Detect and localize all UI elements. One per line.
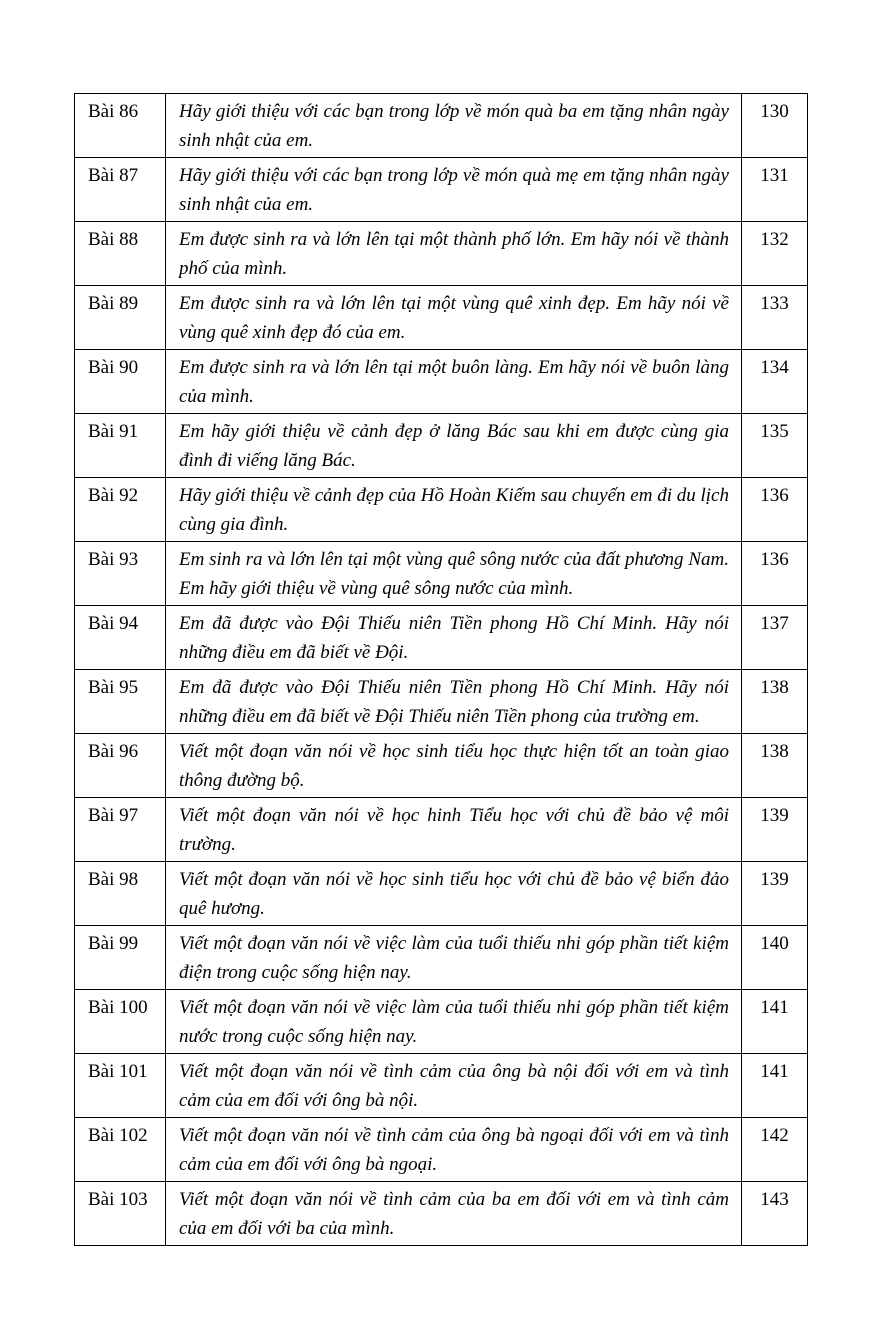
table-of-contents — [74, 93, 808, 1246]
exercise-title: Viết một đoạn văn nói về tình cảm của ông bà ngoại đối với em và tình cảm của em đối với ông bà ngoại. — [166, 1118, 742, 1182]
exercise-title: Em được sinh ra và lớn lên tại một vùng quê xinh đẹp. Em hãy nói về vùng quê xinh đẹp đó của em. — [166, 286, 742, 350]
exercise-number: Bài 90 — [75, 350, 166, 414]
exercise-number: Bài 98 — [75, 862, 166, 926]
page-number: 130 — [742, 94, 808, 158]
exercise-title: Viết một đoạn văn nói về học hinh Tiểu học với chủ đề bảo vệ môi trường. — [166, 798, 742, 862]
exercise-title: Em đã được vào Đội Thiếu niên Tiền phong Hồ Chí Minh. Hãy nói những điều em đã biết về Đội. — [166, 606, 742, 670]
table-row — [75, 1054, 808, 1118]
table-row — [75, 94, 808, 158]
exercise-title: Hãy giới thiệu với các bạn trong lớp về món quà mẹ em tặng nhân ngày sinh nhật của em. — [166, 158, 742, 222]
exercise-number: Bài 86 — [75, 94, 166, 158]
exercise-number: Bài 95 — [75, 670, 166, 734]
page-number: 139 — [742, 798, 808, 862]
page-number: 135 — [742, 414, 808, 478]
exercise-number: Bài 97 — [75, 798, 166, 862]
table-row — [75, 350, 808, 414]
table-row — [75, 286, 808, 350]
exercise-title: Em được sinh ra và lớn lên tại một buôn làng. Em hãy nói về buôn làng của mình. — [166, 350, 742, 414]
page-number: 132 — [742, 222, 808, 286]
exercise-number: Bài 93 — [75, 542, 166, 606]
table-row — [75, 862, 808, 926]
table-row — [75, 1118, 808, 1182]
page-number: 138 — [742, 670, 808, 734]
exercise-number: Bài 102 — [75, 1118, 166, 1182]
page-number: 138 — [742, 734, 808, 798]
exercise-title: Viết một đoạn văn nói về tình cảm của ông bà nội đối với em và tình cảm của em đối với ông bà nội. — [166, 1054, 742, 1118]
table-row — [75, 158, 808, 222]
page-number: 131 — [742, 158, 808, 222]
exercise-number: Bài 94 — [75, 606, 166, 670]
table-row — [75, 414, 808, 478]
exercise-title: Viết một đoạn văn nói về tình cảm của ba em đối với em và tình cảm của em đối với ba của mình. — [166, 1182, 742, 1246]
table-row — [75, 990, 808, 1054]
page-number: 133 — [742, 286, 808, 350]
exercise-title: Hãy giới thiệu về cảnh đẹp của Hồ Hoàn Kiếm sau chuyến em đi du lịch cùng gia đình. — [166, 478, 742, 542]
page-number: 140 — [742, 926, 808, 990]
exercise-number: Bài 100 — [75, 990, 166, 1054]
exercise-number: Bài 91 — [75, 414, 166, 478]
page-number: 134 — [742, 350, 808, 414]
table-row — [75, 1182, 808, 1246]
exercise-number: Bài 101 — [75, 1054, 166, 1118]
exercise-title: Em hãy giới thiệu về cảnh đẹp ở lăng Bác sau khi em được cùng gia đình đi viếng lăng Bác. — [166, 414, 742, 478]
page-number: 139 — [742, 862, 808, 926]
table-row — [75, 222, 808, 286]
table-row — [75, 734, 808, 798]
table-row — [75, 926, 808, 990]
table-row — [75, 606, 808, 670]
page-number: 136 — [742, 478, 808, 542]
page-number: 143 — [742, 1182, 808, 1246]
exercise-title: Viết một đoạn văn nói về học sinh tiểu học với chủ đề bảo vệ biển đảo quê hương. — [166, 862, 742, 926]
exercise-number: Bài 92 — [75, 478, 166, 542]
exercise-number: Bài 87 — [75, 158, 166, 222]
page-number: 142 — [742, 1118, 808, 1182]
document-page — [74, 93, 807, 1246]
exercise-title: Viết một đoạn văn nói về việc làm của tuổi thiếu nhi góp phần tiết kiệm nước trong cuộc sống hiện nay. — [166, 990, 742, 1054]
exercise-number: Bài 88 — [75, 222, 166, 286]
page-number: 137 — [742, 606, 808, 670]
exercise-number: Bài 103 — [75, 1182, 166, 1246]
table-row — [75, 542, 808, 606]
exercise-number: Bài 99 — [75, 926, 166, 990]
page-number: 141 — [742, 990, 808, 1054]
exercise-number: Bài 89 — [75, 286, 166, 350]
exercise-title: Viết một đoạn văn nói về học sinh tiểu học thực hiện tốt an toàn giao thông đường bộ. — [166, 734, 742, 798]
page-number: 136 — [742, 542, 808, 606]
table-row — [75, 478, 808, 542]
exercise-title: Em đã được vào Đội Thiếu niên Tiền phong Hồ Chí Minh. Hãy nói những điều em đã biết về Đội Thiếu niên Tiền phong của trường em. — [166, 670, 742, 734]
table-row — [75, 670, 808, 734]
toc-body — [75, 94, 808, 1246]
table-row — [75, 798, 808, 862]
exercise-number: Bài 96 — [75, 734, 166, 798]
exercise-title: Em được sinh ra và lớn lên tại một thành phố lớn. Em hãy nói về thành phố của mình. — [166, 222, 742, 286]
page-number: 141 — [742, 1054, 808, 1118]
exercise-title: Viết một đoạn văn nói về việc làm của tuổi thiếu nhi góp phần tiết kiệm điện trong cuộc sống hiện nay. — [166, 926, 742, 990]
exercise-title: Em sinh ra và lớn lên tại một vùng quê sông nước của đất phương Nam. Em hãy giới thiệu về vùng quê sông nước của mình. — [166, 542, 742, 606]
exercise-title: Hãy giới thiệu với các bạn trong lớp về món quà ba em tặng nhân ngày sinh nhật của em. — [166, 94, 742, 158]
